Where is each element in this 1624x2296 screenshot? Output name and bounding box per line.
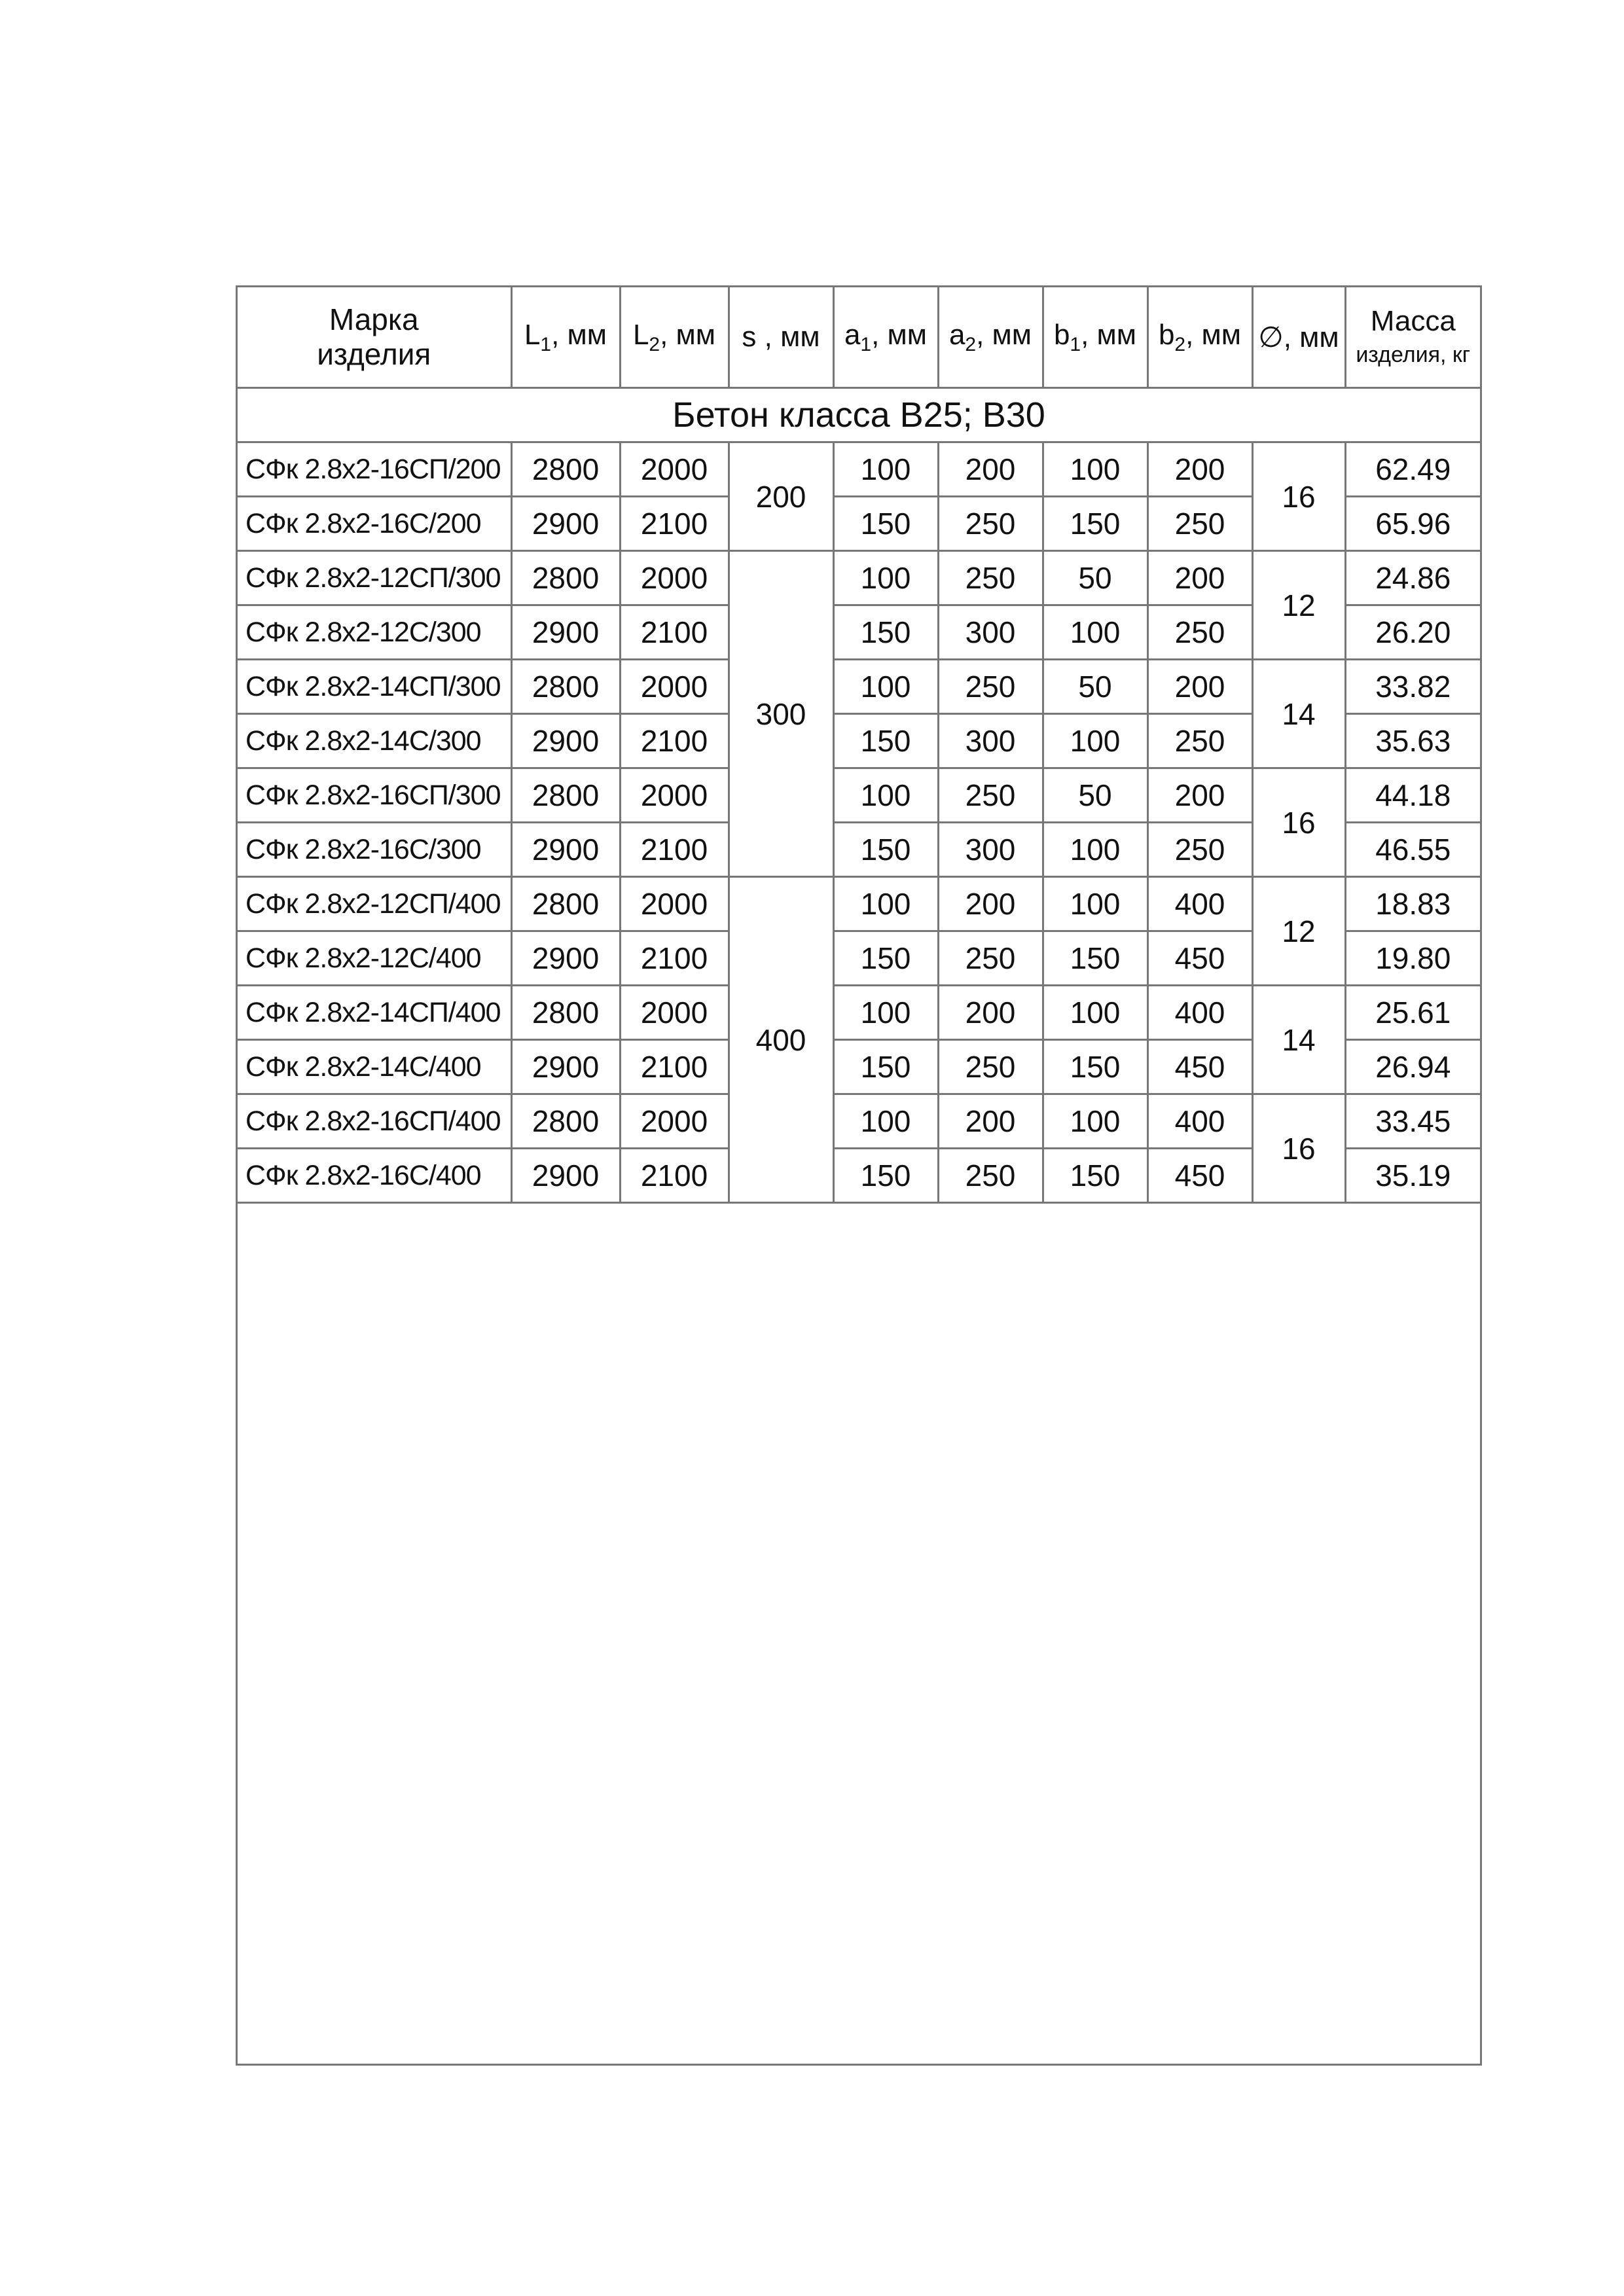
- cell-diameter: 16: [1252, 442, 1345, 551]
- cell-l1: 2800: [511, 442, 620, 497]
- cell-b2: 250: [1147, 714, 1252, 768]
- cell-b2: 200: [1147, 551, 1252, 605]
- cell-l2: 2000: [620, 1094, 729, 1149]
- cell-a1: 100: [833, 877, 938, 931]
- cell-b2: 250: [1147, 823, 1252, 877]
- cell-b1: 50: [1043, 551, 1147, 605]
- cell-a1: 100: [833, 768, 938, 823]
- cell-l2: 2100: [620, 823, 729, 877]
- cell-l2: 2100: [620, 931, 729, 986]
- cell-b1: 100: [1043, 442, 1147, 497]
- cell-a1: 150: [833, 1040, 938, 1094]
- cell-l2: 2100: [620, 1149, 729, 1203]
- cell-a1: 150: [833, 931, 938, 986]
- cell-mass: 24.86: [1345, 551, 1480, 605]
- cell-b2: 450: [1147, 1149, 1252, 1203]
- cell-l1: 2800: [511, 986, 620, 1040]
- cell-b1: 100: [1043, 877, 1147, 931]
- spec-table-frame: [236, 285, 1482, 2066]
- cell-a2: 250: [938, 551, 1043, 605]
- cell-l1: 2900: [511, 1149, 620, 1203]
- data-rows: [238, 442, 1480, 1203]
- cell-mass: 62.49: [1345, 442, 1480, 497]
- header-b1: $b_1$, мм: [1043, 287, 1147, 388]
- cell-b1: 100: [1043, 986, 1147, 1040]
- cell-a1: 100: [833, 986, 938, 1040]
- cell-mark: СФк 2.8х2-16С/400: [238, 1149, 511, 1203]
- table-row: [238, 660, 1480, 714]
- cell-mark: СФк 2.8х2-14С/400: [238, 1040, 511, 1094]
- cell-a2: 250: [938, 931, 1043, 986]
- cell-mark: СФк 2.8х2-16С/200: [238, 497, 511, 551]
- cell-l2: 2100: [620, 605, 729, 660]
- cell-l1: 2900: [511, 1040, 620, 1094]
- cell-mass: 26.20: [1345, 605, 1480, 660]
- cell-a2: 200: [938, 877, 1043, 931]
- cell-s: 200: [729, 442, 833, 551]
- cell-mark: СФк 2.8х2-16СП/400: [238, 1094, 511, 1149]
- header-a2: $a_2$, мм: [938, 287, 1043, 388]
- cell-mass: 46.55: [1345, 823, 1480, 877]
- header-marka: Марка изделия: [238, 287, 511, 388]
- cell-b1: 150: [1043, 497, 1147, 551]
- cell-l2: 2100: [620, 714, 729, 768]
- cell-mark: СФк 2.8х2-16СП/300: [238, 768, 511, 823]
- cell-mass: 35.19: [1345, 1149, 1480, 1203]
- cell-mass: 33.82: [1345, 660, 1480, 714]
- cell-mark: СФк 2.8х2-12С/400: [238, 931, 511, 986]
- cell-b2: 400: [1147, 1094, 1252, 1149]
- cell-mark: СФк 2.8х2-12СП/300: [238, 551, 511, 605]
- cell-b1: 50: [1043, 768, 1147, 823]
- cell-diameter: 16: [1252, 1094, 1345, 1203]
- cell-a1: 100: [833, 442, 938, 497]
- cell-mark: СФк 2.8х2-14СП/300: [238, 660, 511, 714]
- table-row: [238, 986, 1480, 1040]
- cell-diameter: 12: [1252, 877, 1345, 986]
- header-row: [238, 287, 1480, 388]
- table-row: [238, 551, 1480, 605]
- cell-s: 300: [729, 551, 833, 877]
- cell-a2: 250: [938, 1149, 1043, 1203]
- cell-a1: 150: [833, 714, 938, 768]
- cell-s: 400: [729, 877, 833, 1203]
- cell-a1: 100: [833, 1094, 938, 1149]
- cell-b1: 100: [1043, 823, 1147, 877]
- cell-diameter: 12: [1252, 551, 1345, 660]
- header-a1: $a_1$, мм: [833, 287, 938, 388]
- cell-b1: 100: [1043, 714, 1147, 768]
- cell-mark: СФк 2.8х2-16С/300: [238, 823, 511, 877]
- cell-l2: 2000: [620, 768, 729, 823]
- header-massa: Масса изделия, кг: [1345, 287, 1480, 388]
- section-title: Бетон класса В25; В30: [238, 388, 1480, 442]
- cell-b1: 100: [1043, 605, 1147, 660]
- cell-mass: 35.63: [1345, 714, 1480, 768]
- cell-a1: 150: [833, 497, 938, 551]
- table-row: [238, 877, 1480, 931]
- section-row: [238, 388, 1480, 442]
- table-row: [238, 1094, 1480, 1149]
- cell-l2: 2000: [620, 442, 729, 497]
- cell-a1: 150: [833, 605, 938, 660]
- cell-mass: 18.83: [1345, 877, 1480, 931]
- cell-b1: 150: [1043, 1149, 1147, 1203]
- cell-l1: 2800: [511, 1094, 620, 1149]
- cell-mass: 26.94: [1345, 1040, 1480, 1094]
- cell-mass: 19.80: [1345, 931, 1480, 986]
- cell-l2: 2100: [620, 497, 729, 551]
- cell-b2: 400: [1147, 877, 1252, 931]
- cell-a2: 300: [938, 714, 1043, 768]
- cell-a2: 200: [938, 1094, 1043, 1149]
- table-row: [238, 768, 1480, 823]
- cell-mark: СФк 2.8х2-12СП/400: [238, 877, 511, 931]
- cell-a2: 250: [938, 660, 1043, 714]
- header-diameter: ∅, мм: [1252, 287, 1345, 388]
- cell-a2: 250: [938, 497, 1043, 551]
- cell-b2: 200: [1147, 768, 1252, 823]
- header-b2: $b_2$, мм: [1147, 287, 1252, 388]
- cell-a2: 250: [938, 768, 1043, 823]
- header-s: s , мм: [729, 287, 833, 388]
- cell-l2: 2100: [620, 1040, 729, 1094]
- cell-l2: 2000: [620, 877, 729, 931]
- header-l1: $L_1$, мм: [511, 287, 620, 388]
- cell-l1: 2900: [511, 714, 620, 768]
- cell-diameter: 16: [1252, 768, 1345, 877]
- cell-a1: 100: [833, 660, 938, 714]
- cell-a2: 250: [938, 1040, 1043, 1094]
- cell-l1: 2800: [511, 551, 620, 605]
- cell-mark: СФк 2.8х2-14СП/400: [238, 986, 511, 1040]
- cell-a1: 150: [833, 1149, 938, 1203]
- cell-b2: 250: [1147, 497, 1252, 551]
- cell-mark: СФк 2.8х2-14С/300: [238, 714, 511, 768]
- cell-a2: 200: [938, 442, 1043, 497]
- cell-l1: 2900: [511, 605, 620, 660]
- cell-l1: 2900: [511, 931, 620, 986]
- cell-a2: 300: [938, 605, 1043, 660]
- header-l2: $L_2$, мм: [620, 287, 729, 388]
- cell-b2: 250: [1147, 605, 1252, 660]
- cell-l1: 2900: [511, 823, 620, 877]
- cell-diameter: 14: [1252, 986, 1345, 1094]
- cell-l2: 2000: [620, 551, 729, 605]
- cell-mark: СФк 2.8х2-12С/300: [238, 605, 511, 660]
- cell-b1: 150: [1043, 931, 1147, 986]
- cell-a1: 150: [833, 823, 938, 877]
- cell-b2: 200: [1147, 442, 1252, 497]
- cell-l1: 2800: [511, 877, 620, 931]
- cell-l2: 2000: [620, 660, 729, 714]
- cell-mass: 65.96: [1345, 497, 1480, 551]
- cell-mark: СФк 2.8х2-16СП/200: [238, 442, 511, 497]
- reinforcement-spec-table: [238, 287, 1480, 1204]
- cell-mass: 33.45: [1345, 1094, 1480, 1149]
- cell-a2: 200: [938, 986, 1043, 1040]
- cell-a2: 300: [938, 823, 1043, 877]
- cell-a1: 100: [833, 551, 938, 605]
- cell-b2: 400: [1147, 986, 1252, 1040]
- cell-b2: 200: [1147, 660, 1252, 714]
- cell-mass: 44.18: [1345, 768, 1480, 823]
- cell-l1: 2900: [511, 497, 620, 551]
- cell-l1: 2800: [511, 768, 620, 823]
- cell-diameter: 14: [1252, 660, 1345, 768]
- cell-b1: 100: [1043, 1094, 1147, 1149]
- cell-l1: 2800: [511, 660, 620, 714]
- cell-mass: 25.61: [1345, 986, 1480, 1040]
- cell-l2: 2000: [620, 986, 729, 1040]
- cell-b1: 50: [1043, 660, 1147, 714]
- table-row: [238, 442, 1480, 497]
- cell-b2: 450: [1147, 1040, 1252, 1094]
- cell-b2: 450: [1147, 931, 1252, 986]
- cell-b1: 150: [1043, 1040, 1147, 1094]
